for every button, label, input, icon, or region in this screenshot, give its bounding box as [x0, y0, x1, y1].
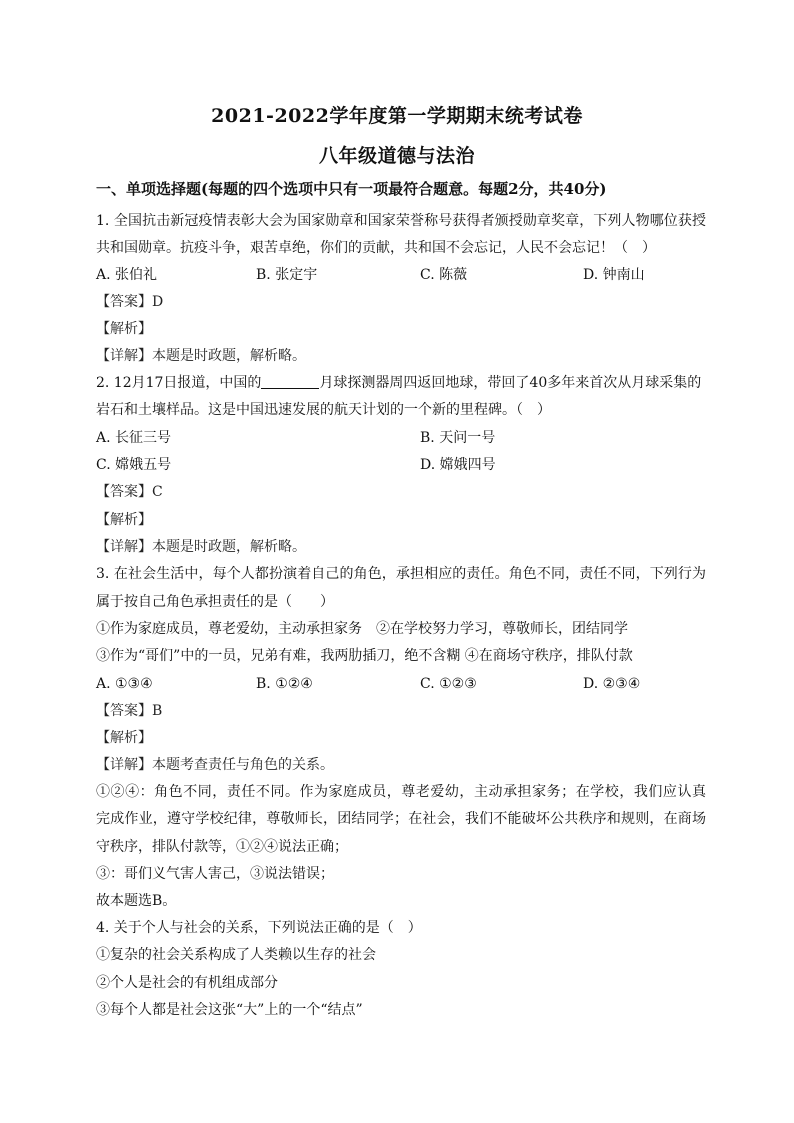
q3-option-b: B. ①②④ [256, 676, 313, 692]
q2-option-b: B. 天问一号 [420, 430, 496, 446]
q3-option-d: D. ②③④ [583, 676, 641, 692]
q3-explanation-line1: ①②④：角色不同，责任不同。作为家庭成员，尊老爱幼，主动承担家务；在学校，我们应认真 [96, 784, 706, 800]
q3-analysis: 【解析】 [96, 730, 152, 746]
exam-title: 2021-2022学年度第一学期期末统考试卷 [211, 105, 583, 127]
q1-analysis: 【解析】 [96, 321, 152, 337]
q2-stem-line2: 岩石和土壤样品。这是中国迅速发展的航天计划的一个新的里程碑。（ ） [96, 402, 551, 418]
q1-stem-line1: 1. 全国抗击新冠疫情表彰大会为国家勋章和国家荣誉称号获得者颁授勋章奖章，下列人物哪位获授 [96, 213, 706, 229]
q1-stem-line2: 共和国勋章。抗疫斗争，艰苦卓绝，你们的贡献，共和国不会忘记，人民不会忘记！（ ） [96, 240, 656, 256]
exam-subtitle: 八年级道德与法治 [318, 145, 475, 167]
q3-explanation-line3: 守秩序，排队付款等，①②④说法正确； [96, 839, 348, 855]
q3-detail: 【详解】本题考查责任与角色的关系。 [96, 757, 334, 773]
q3-stem-line2: 属于按自己角色承担责任的是（ ） [96, 594, 334, 610]
q4-stem-line1: 4. 关于个人与社会的关系，下列说法正确的是（ ） [96, 920, 422, 936]
q3-item-line1: ①作为家庭成员，尊老爱幼，主动承担家务 ②在学校努力学习，尊敬师长，团结同学 [96, 621, 628, 637]
q2-option-c: C. 嫦娥五号 [96, 457, 172, 473]
q3-answer: 【答案】B [96, 703, 163, 719]
q3-item-line2: ③作为“哥们”中的一员，兄弟有难，我两肋插刀，绝不含糊 ④在商场守秩序，排队付款 [96, 648, 633, 664]
fill-blank [261, 374, 319, 389]
q2-answer: 【答案】C [96, 484, 163, 500]
q4-item-line2: ②个人是社会的有机组成部分 [96, 975, 278, 991]
q1-option-d: D. 钟南山 [583, 267, 645, 283]
q1-option-b: B. 张定宇 [256, 267, 318, 283]
q3-explanation-line4: ③：哥们义气害人害己，③说法错误； [96, 866, 334, 882]
q4-item-line1: ①复杂的社会关系构成了人类赖以生存的社会 [96, 947, 376, 963]
q3-explanation-line2: 完成作业，遵守学校纪律，尊敬师长，团结同学；在社会，我们不能破坏公共秩序和规则，在商场 [96, 811, 706, 827]
q1-option-c: C. 陈薇 [420, 267, 468, 283]
q3-option-c: C. ①②③ [420, 676, 477, 692]
q2-option-d: D. 嫦娥四号 [420, 457, 496, 473]
q2-detail: 【详解】本题是时政题，解析略。 [96, 539, 306, 555]
q3-explanation-line5: 故本题选B。 [96, 893, 177, 909]
q2-analysis: 【解析】 [96, 512, 152, 528]
q4-item-line3: ③每个人都是社会这张“大”上的一个“结点” [96, 1002, 363, 1018]
q3-stem-line1: 3. 在社会生活中，每个人都扮演着自己的角色，承担相应的责任。角色不同，责任不同，下列行为 [96, 566, 706, 582]
q1-option-a: A. 张伯礼 [96, 267, 158, 283]
q1-detail: 【详解】本题是时政题，解析略。 [96, 348, 306, 364]
q2-stem-part-a: 2. 12月17日报道，中国的 [96, 375, 262, 391]
q2-stem-part-b: 月球探测器周四返回地球，带回了40多年来首次从月球采集的 [319, 375, 702, 391]
q2-option-a: A. 长征三号 [96, 430, 172, 446]
q1-answer: 【答案】D [96, 294, 164, 310]
q3-option-a: A. ①③④ [96, 676, 153, 692]
q2-stem-line1 [96, 373, 706, 393]
section-heading: 一、单项选择题(每题的四个选项中只有一项最符合题意。每题2分，共40分) [96, 180, 607, 198]
